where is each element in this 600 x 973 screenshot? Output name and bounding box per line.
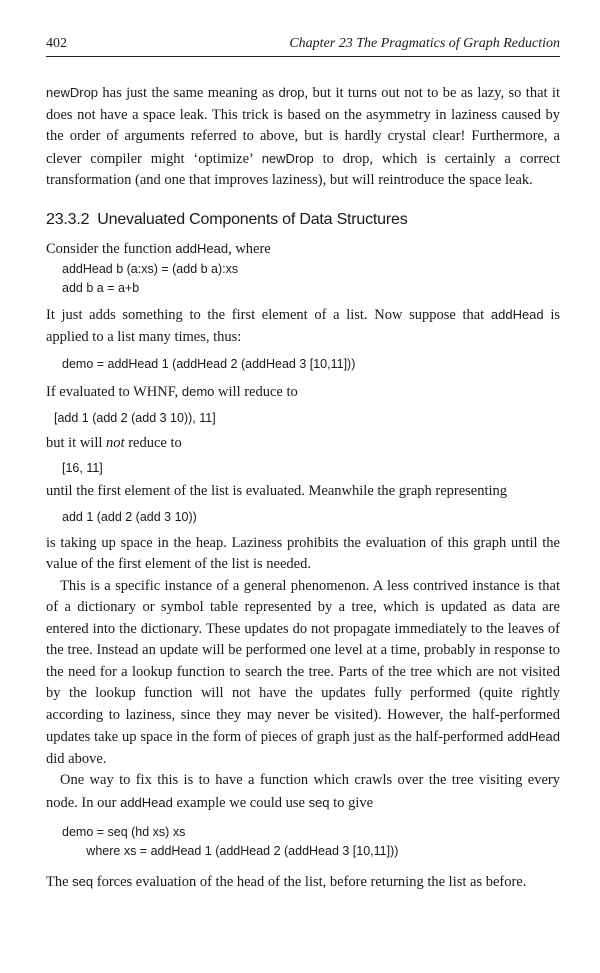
page-body <box>46 82 560 894</box>
paragraph-whnf: If evaluated to WHNF, demo will reduce to <box>46 384 298 400</box>
header-rule <box>46 56 560 57</box>
chapter-title: Chapter 23 The Pragmatics of Graph Reduction <box>289 36 560 51</box>
section-heading: 23.3.2 Unevaluated Components of Data Structures <box>46 210 408 228</box>
code-seq-demo: demo = seq (hd xs) xs where xs = addHead 1 (addHead 2 (addHead 3 [10,11])) <box>62 825 399 858</box>
page-number: 402 <box>46 36 67 51</box>
paragraph-first-element: It just adds something to the first element of a list. Now suppose that addHead is applied to a list many times, thus: <box>46 307 560 345</box>
paragraph-phenomenon: This is a specific instance of a general phenomenon. A less contrived instance is that of a dictionary or symbol table represented by a tree, which is updated as data are entered into the dictionary. These updates do not propagate immediately to the leaves of the tree. Instead an update will be performed one level at a time, probably in response to the need for a lookup function to search the tree. Parts of the tree which are not visited by the lookup function will not have the updates fully performed (quite rightly according to laziness, since they may never be visited). However, the half-performed updates take up space in the form of pieces of graph just as the half-performed addHead did above. <box>46 577 560 767</box>
code-reduced-list: [16, 11] <box>62 461 103 475</box>
paragraph-consider: Consider the function addHead, where <box>46 240 271 257</box>
code-addhead-definition: addHead b (a:xs) = (add b a):xs add b a = a+b <box>62 262 239 295</box>
paragraph-until: until the first element of the list is evaluated. Meanwhile the graph representing <box>46 483 508 499</box>
code-graph: add 1 (add 2 (add 3 10)) <box>62 509 197 524</box>
code-whnf-result: [add 1 (add 2 (add 3 10)), 11] <box>54 410 216 425</box>
paragraph-newdrop: newDrop has just the same meaning as drop, but it turns out not to be as lazy, so that it does not have a space leak. This trick is based on the asymmetry in laziness caused by the order of arguments referred to above, but is hardly crystal clear! Furthermore, a clever compiler might ‘optimize’ newDrop to drop, which is certainly a correct transformation (and one that improves laziness), but will reintroduce the space leak. <box>46 85 560 188</box>
paragraph-not-reduce: but it will not reduce to <box>46 434 182 451</box>
paragraph-heap: is taking up space in the heap. Laziness prohibits the evaluation of this graph until the value of the first element of the list is needed. <box>46 534 560 572</box>
code-demo: demo = addHead 1 (addHead 2 (addHead 3 [10,11])) <box>62 357 356 371</box>
paragraph-fix: One way to fix this is to have a function which crawls over the tree visiting every node. In our addHead example we could use seq to give <box>46 772 560 811</box>
paragraph-seq-forces: The seq forces evaluation of the head of the list, before returning the list as before. <box>46 874 527 890</box>
